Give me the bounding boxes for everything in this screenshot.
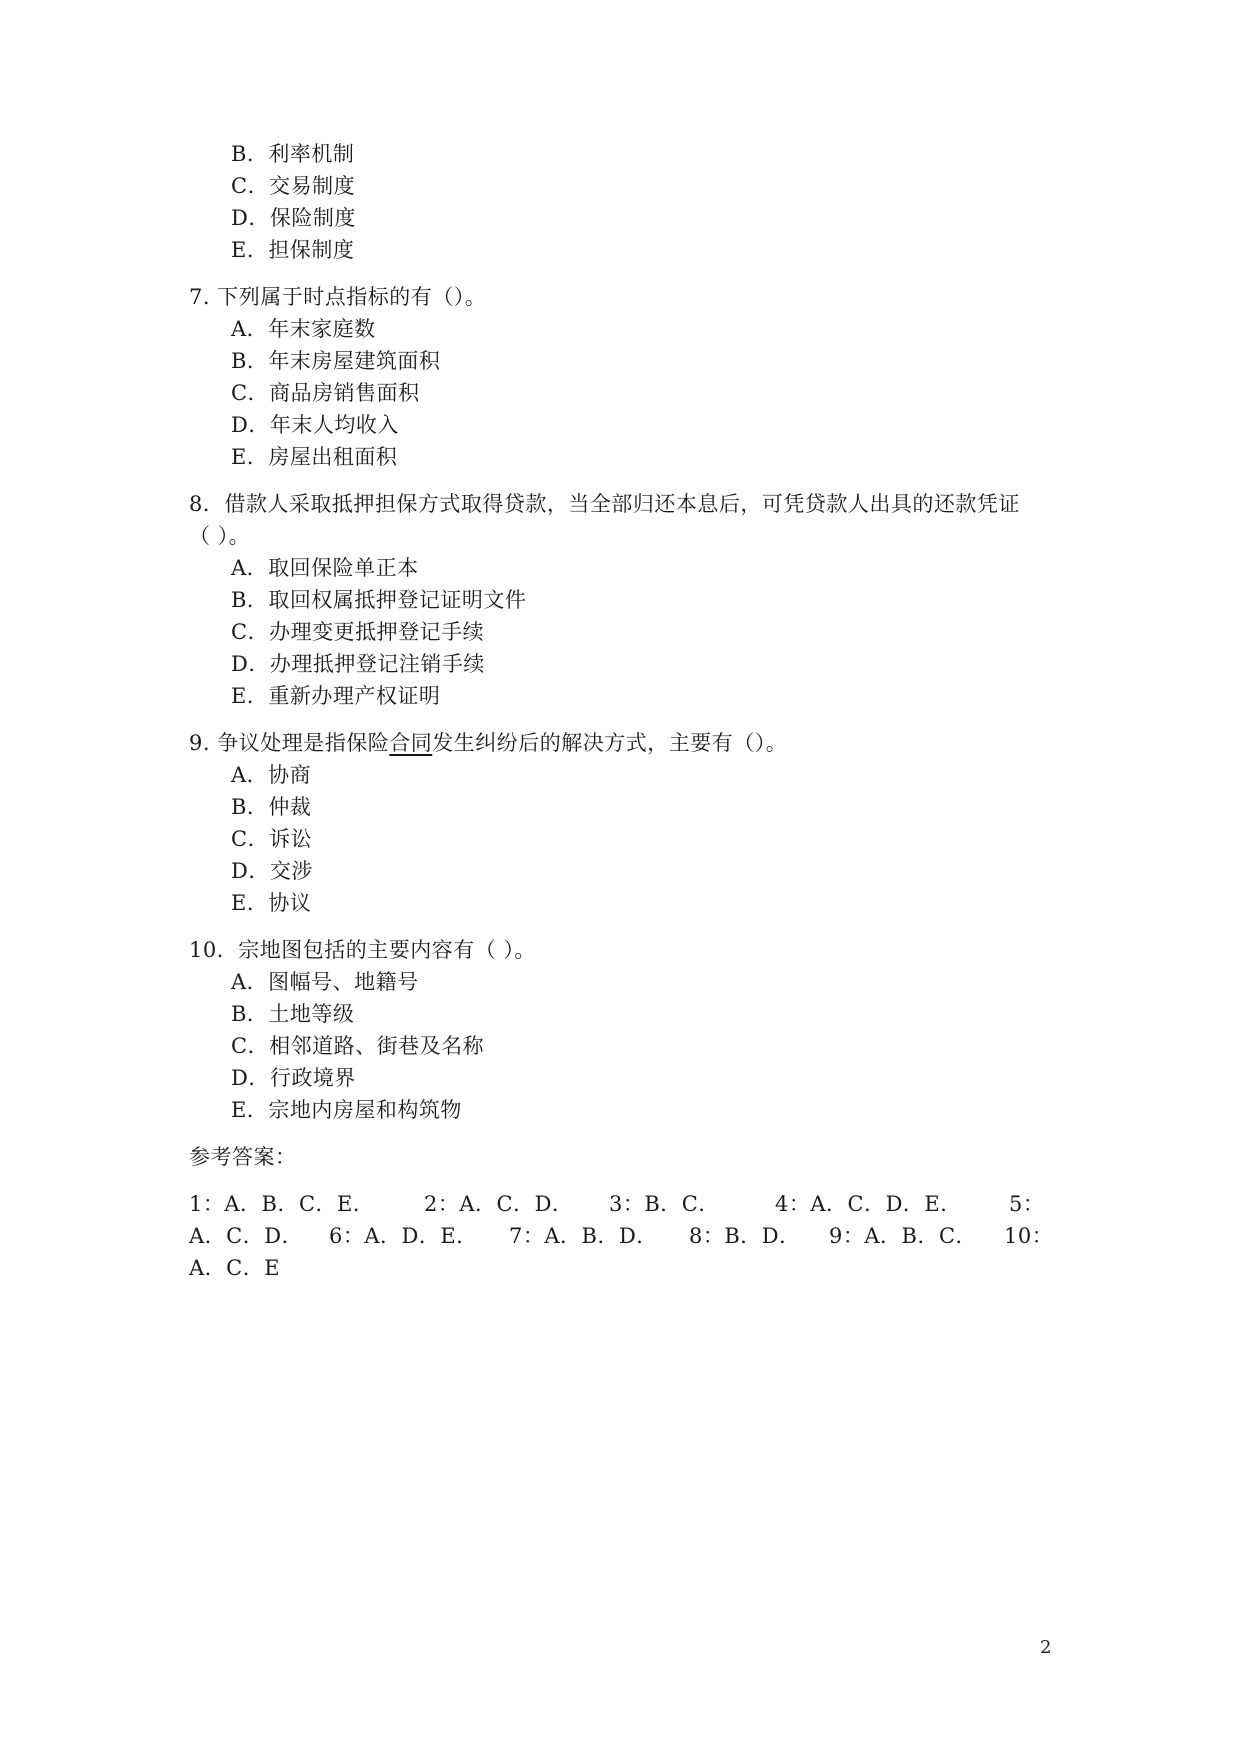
answer-5-value: A．C．D． <box>189 1224 304 1248</box>
q6-option-c: C．交易制度 <box>231 174 356 198</box>
answer-6: 6：A．D．E． <box>329 1224 478 1248</box>
answers-heading: 参考答案： <box>189 1145 297 1169</box>
answer-4: 4：A．C．D．E． <box>775 1192 962 1216</box>
q7-option-c: C．商品房销售面积 <box>231 381 420 405</box>
q6-option-e: E．担保制度 <box>231 238 355 262</box>
q10-option-a: A．图幅号、地籍号 <box>231 970 419 994</box>
answer-5-label: 5： <box>1009 1192 1045 1216</box>
q9-option-c: C．诉讼 <box>231 827 313 851</box>
answer-8: 8：B．D． <box>689 1224 801 1248</box>
q8-option-c: C．办理变更抵押登记手续 <box>231 620 485 644</box>
q9-stem <box>189 729 787 757</box>
page-number: 2 <box>1040 1637 1052 1658</box>
q8-option-a: A．取回保险单正本 <box>231 556 419 580</box>
q10-option-e: E．宗地内房屋和构筑物 <box>231 1098 462 1122</box>
answer-3: 3：B．C． <box>609 1192 720 1216</box>
q9-stem-underlined: 合同 <box>389 731 433 755</box>
q10-option-d: D．行政境界 <box>231 1066 356 1090</box>
q6-option-b: B．利率机制 <box>231 142 355 166</box>
q8-stem-line2: （ ）。 <box>189 524 251 548</box>
q9-option-b: B．仲裁 <box>231 795 312 819</box>
q10-option-b: B．土地等级 <box>231 1002 355 1026</box>
q10-stem: 10．宗地图包括的主要内容有（ ）。 <box>189 938 536 962</box>
q7-stem: 7. 下列属于时点指标的有（）。 <box>189 285 487 309</box>
q7-option-a: A．年末家庭数 <box>231 317 376 341</box>
answer-10-label: 10： <box>1004 1224 1054 1248</box>
answer-7: 7：A．B．D． <box>509 1224 658 1248</box>
q7-option-e: E．房屋出租面积 <box>231 445 398 469</box>
q7-option-b: B．年末房屋建筑面积 <box>231 349 441 373</box>
q9-option-a: A．协商 <box>231 763 312 787</box>
q8-option-e: E．重新办理产权证明 <box>231 684 441 708</box>
answer-9: 9：A．B．C． <box>829 1224 978 1248</box>
q9-stem-after: 发生纠纷后的解决方式，主要有（）。 <box>432 731 788 755</box>
answer-2: 2：A．C．D． <box>424 1192 574 1216</box>
q7-option-d: D．年末人均收入 <box>231 413 399 437</box>
answers-line-3: A．C．E <box>189 1256 281 1280</box>
q9-option-d: D．交涉 <box>231 859 313 883</box>
q8-option-b: B．取回权属抵押登记证明文件 <box>231 588 527 612</box>
q8-option-d: D．办理抵押登记注销手续 <box>231 652 485 676</box>
q9-option-e: E．协议 <box>231 891 312 915</box>
q8-stem-line1: 8．借款人采取抵押担保方式取得贷款，当全部归还本息后，可凭贷款人出具的还款凭证 <box>189 492 1020 516</box>
q6-option-d: D．保险制度 <box>231 206 356 230</box>
answer-1: 1：A．B．C．E． <box>189 1192 375 1216</box>
q10-option-c: C．相邻道路、街巷及名称 <box>231 1034 485 1058</box>
q9-stem-before: 9. 争议处理是指保险 <box>189 731 390 755</box>
